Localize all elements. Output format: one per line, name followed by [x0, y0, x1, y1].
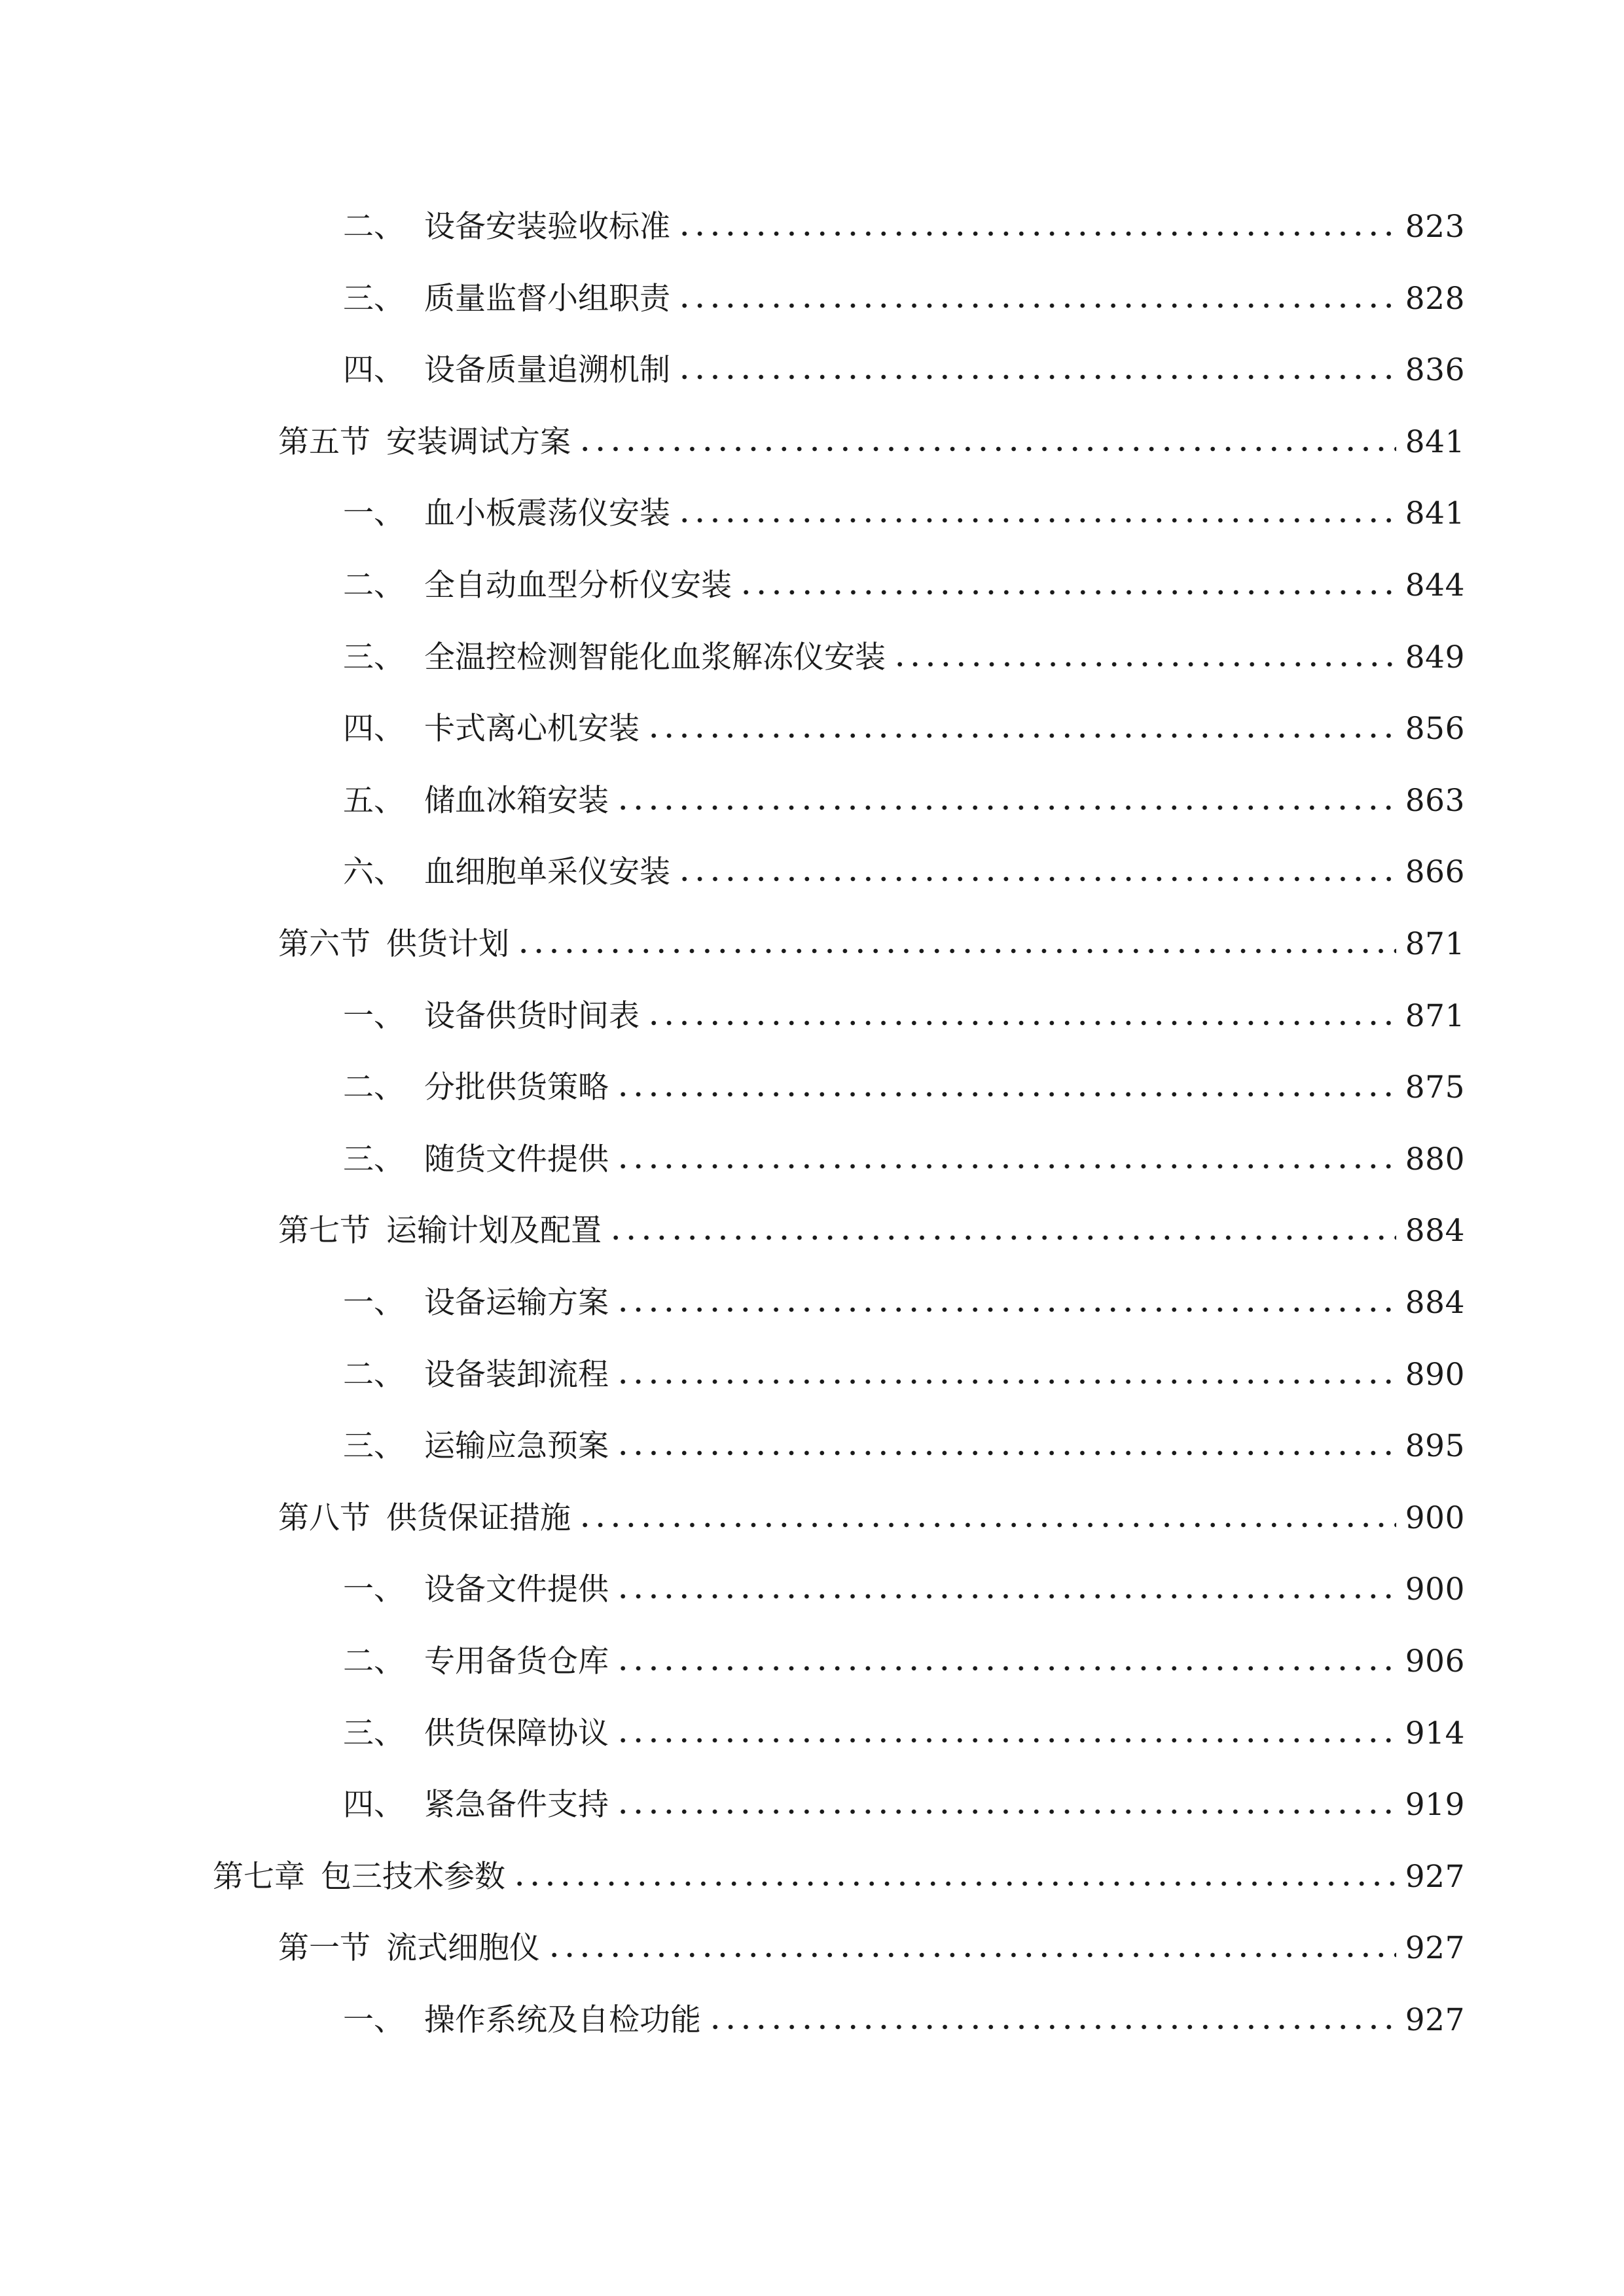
toc-entry[interactable] — [0, 982, 1624, 1035]
toc-entry-title: 全自动血型分析仪安装 — [424, 567, 732, 603]
toc-entry-number: 第八节 — [278, 1499, 370, 1536]
toc-entry-number: 三、 — [343, 639, 405, 675]
toc-dot-leader — [615, 1304, 1396, 1315]
toc-entry-page: 863 — [1405, 782, 1465, 819]
toc-entry[interactable] — [0, 1484, 1624, 1537]
toc-entry-page: 914 — [1405, 1715, 1465, 1751]
toc-entry[interactable] — [0, 1556, 1624, 1608]
toc-entry-title: 操作系统及自检功能 — [424, 2002, 701, 2038]
toc-dot-leader — [677, 874, 1396, 884]
toc-entry[interactable] — [0, 838, 1624, 891]
toc-entry[interactable] — [0, 1843, 1624, 1895]
toc-entry-title: 设备装卸流程 — [424, 1356, 609, 1393]
toc-dot-leader — [615, 1089, 1396, 1100]
toc-entry-number: 三、 — [343, 1715, 405, 1751]
toc-entry-number: 二、 — [343, 209, 405, 245]
toc-entry-number: 四、 — [343, 352, 405, 389]
toc-entry-page: 890 — [1405, 1356, 1465, 1393]
toc-dot-leader — [615, 1735, 1396, 1746]
toc-dot-leader — [615, 1448, 1396, 1458]
toc-dot-leader — [677, 372, 1396, 382]
toc-dot-leader — [615, 1161, 1396, 1172]
toc-entry[interactable] — [0, 1771, 1624, 1823]
toc-entry-title: 运输计划及配置 — [386, 1213, 602, 1249]
toc-entry-title: 卡式离心机安装 — [424, 711, 640, 747]
toc-entry-page: 871 — [1405, 926, 1465, 962]
toc-entry-number: 第五节 — [278, 423, 370, 460]
toc-entry-title: 流式细胞仪 — [386, 1930, 540, 1967]
toc-entry-page: 841 — [1405, 423, 1465, 460]
toc-dot-leader — [516, 946, 1396, 956]
toc-entry[interactable] — [0, 480, 1624, 532]
toc-entry-page: 927 — [1405, 1930, 1465, 1967]
toc-entry-number: 第六节 — [278, 926, 370, 962]
toc-entry-number: 一、 — [343, 1571, 405, 1608]
toc-entry-number: 四、 — [343, 1787, 405, 1823]
toc-entry-page: 927 — [1405, 2002, 1465, 2038]
toc-entry-page: 927 — [1405, 1858, 1465, 1895]
toc-entry-title: 紧急备件支持 — [424, 1787, 609, 1823]
toc-entry[interactable] — [0, 265, 1624, 317]
toc-entry[interactable] — [0, 336, 1624, 389]
toc-entry-title: 血细胞单采仪安装 — [424, 854, 670, 891]
toc-entry-number: 一、 — [343, 495, 405, 532]
toc-dot-leader — [615, 1376, 1396, 1387]
toc-entry-title: 设备文件提供 — [424, 1571, 609, 1608]
toc-entry[interactable] — [0, 408, 1624, 461]
toc-entry-page: 906 — [1405, 1643, 1465, 1679]
toc-entry-number: 二、 — [343, 567, 405, 603]
toc-entry-number: 第一节 — [278, 1930, 370, 1967]
toc-entry-page: 823 — [1405, 209, 1465, 245]
toc-dot-leader — [708, 2022, 1396, 2032]
toc-entry-page: 841 — [1405, 495, 1465, 532]
toc-dot-leader — [615, 1663, 1396, 1674]
toc-entry-page: 900 — [1405, 1571, 1465, 1608]
toc-dot-leader — [892, 659, 1396, 670]
toc-entry[interactable] — [0, 1054, 1624, 1106]
toc-dot-leader — [677, 228, 1396, 239]
toc-entry-number: 三、 — [343, 1141, 405, 1177]
toc-entry[interactable] — [0, 1628, 1624, 1680]
toc-entry-page: 895 — [1405, 1428, 1465, 1465]
toc-dot-leader — [512, 1878, 1396, 1889]
toc-dot-leader — [615, 1806, 1396, 1817]
toc-entry-number: 三、 — [343, 280, 405, 317]
toc-entry[interactable] — [0, 910, 1624, 963]
toc-entry-title: 质量监督小组职责 — [424, 280, 670, 317]
toc-entry-title: 供货计划 — [386, 926, 509, 962]
toc-entry-title: 包三技术参数 — [321, 1858, 505, 1895]
toc-entry-title: 设备质量追溯机制 — [424, 352, 670, 389]
toc-entry-page: 884 — [1405, 1285, 1465, 1321]
toc-entry-number: 六、 — [343, 854, 405, 891]
toc-entry-number: 第七节 — [278, 1213, 370, 1249]
toc-entry-number: 第七章 — [213, 1858, 305, 1895]
toc-entry-page: 849 — [1405, 639, 1465, 675]
toc-entry-number: 二、 — [343, 1643, 405, 1679]
toc-entry-title: 供货保证措施 — [386, 1499, 571, 1536]
toc-entry[interactable] — [0, 1269, 1624, 1321]
toc-entry-title: 供货保障协议 — [424, 1715, 609, 1751]
toc-entry-title: 运输应急预案 — [424, 1428, 609, 1465]
toc-dot-leader — [646, 730, 1396, 741]
toc-entry-title: 设备供货时间表 — [424, 997, 640, 1034]
toc-entry-title: 分批供货策略 — [424, 1069, 609, 1106]
toc-entry-page: 871 — [1405, 997, 1465, 1034]
toc-entry-page: 836 — [1405, 352, 1465, 389]
toc-entry-page: 884 — [1405, 1213, 1465, 1249]
toc-entry-page: 880 — [1405, 1141, 1465, 1177]
toc-entry-number: 五、 — [343, 782, 405, 819]
toc-entry-title: 设备安装验收标准 — [424, 209, 670, 245]
toc-entry-page: 900 — [1405, 1499, 1465, 1536]
toc-entry[interactable] — [0, 1700, 1624, 1752]
toc-entry[interactable] — [0, 624, 1624, 676]
toc-entry-number: 一、 — [343, 2002, 405, 2038]
toc-dot-leader — [577, 1520, 1396, 1530]
toc-entry-page: 856 — [1405, 711, 1465, 747]
toc-entry-page: 844 — [1405, 567, 1465, 603]
toc-entry[interactable] — [0, 767, 1624, 819]
toc-entry-number: 四、 — [343, 711, 405, 747]
toc-entry-title: 全温控检测智能化血浆解冻仪安装 — [424, 639, 886, 675]
toc-entry-title: 血小板震荡仪安装 — [424, 495, 670, 532]
toc-entry[interactable] — [0, 1341, 1624, 1393]
toc-entry-title: 随货文件提供 — [424, 1141, 609, 1177]
toc-entry[interactable] — [0, 1197, 1624, 1249]
toc-entry-number: 一、 — [343, 1285, 405, 1321]
toc-dot-leader — [615, 1591, 1396, 1602]
toc-entry[interactable] — [0, 1412, 1624, 1465]
toc-dot-leader — [608, 1232, 1396, 1243]
toc-entry-page: 866 — [1405, 854, 1465, 891]
toc-entry-number: 二、 — [343, 1069, 405, 1106]
toc-entry-title: 安装调试方案 — [386, 423, 571, 460]
toc-entry[interactable] — [0, 1126, 1624, 1178]
toc-dot-leader — [646, 1018, 1396, 1028]
toc-entry-title: 专用备货仓库 — [424, 1643, 609, 1679]
toc-dot-leader — [677, 515, 1396, 526]
toc-entry[interactable] — [0, 695, 1624, 747]
toc-entry[interactable] — [0, 552, 1624, 604]
toc-entry-title: 设备运输方案 — [424, 1285, 609, 1321]
toc-dot-leader — [547, 1950, 1396, 1960]
toc-dot-leader — [615, 802, 1396, 813]
toc-entry-number: 二、 — [343, 1356, 405, 1393]
toc-dot-leader — [577, 444, 1396, 454]
toc-entry-page: 919 — [1405, 1787, 1465, 1823]
toc-entry-number: 一、 — [343, 997, 405, 1034]
toc-entry-number: 三、 — [343, 1428, 405, 1465]
toc-entry-title: 储血冰箱安装 — [424, 782, 609, 819]
toc-entry[interactable] — [0, 1986, 1624, 2039]
toc-dot-leader — [738, 587, 1396, 598]
toc-entry[interactable] — [0, 193, 1624, 245]
toc-entry-page: 828 — [1405, 280, 1465, 317]
toc-entry[interactable] — [0, 1914, 1624, 1967]
toc-dot-leader — [677, 300, 1396, 311]
toc-entry-page: 875 — [1405, 1069, 1465, 1106]
